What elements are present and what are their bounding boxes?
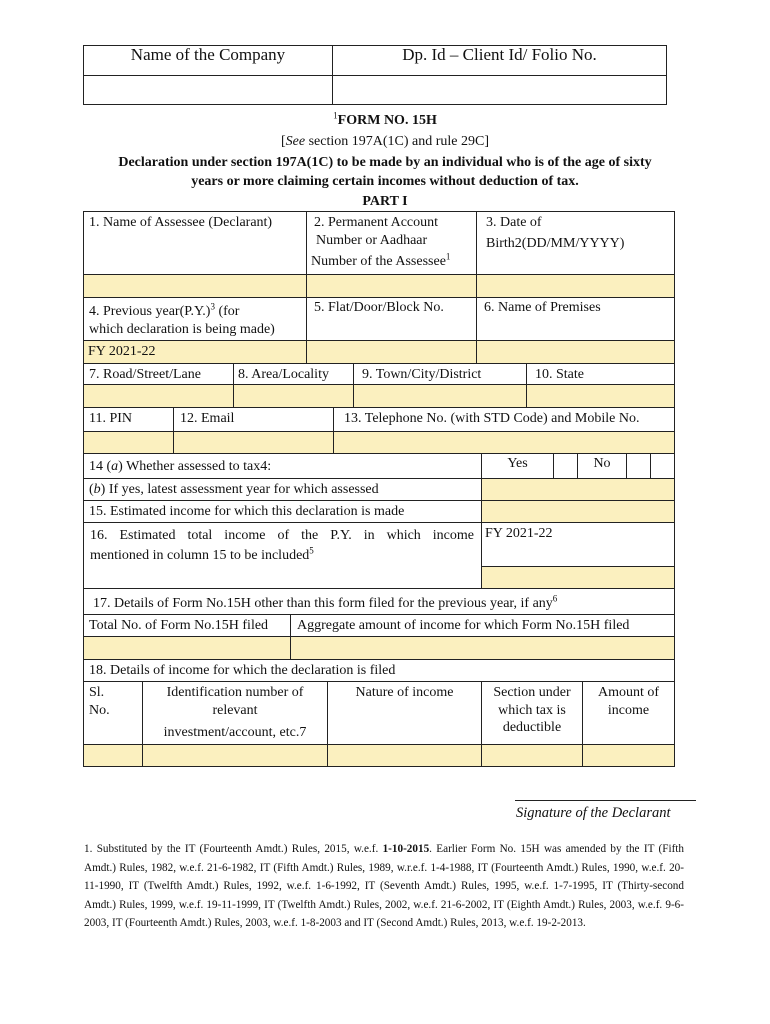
amount-input[interactable] bbox=[582, 744, 675, 767]
field-4-label-line1: 4. Previous $year(P.Y.)^3$ (for bbox=[89, 301, 240, 319]
col-sl-line1: Sl. bbox=[89, 685, 105, 700]
field-1-label: 1. Name of Assessee (Declarant) bbox=[89, 215, 273, 230]
area-input[interactable] bbox=[233, 384, 354, 408]
road-input[interactable] bbox=[83, 384, 234, 408]
field-5-label: 5. Flat/Door/Block No. bbox=[314, 300, 444, 315]
col-sl-line2: No. bbox=[89, 703, 110, 718]
total-forms-input[interactable] bbox=[83, 636, 291, 660]
signature-line bbox=[515, 800, 696, 801]
section-input[interactable] bbox=[481, 744, 583, 767]
no-label: No bbox=[593, 456, 611, 471]
company-name-label: Name of the Company bbox=[130, 45, 286, 64]
field-14a-label: 14 (a) Whether assessed to tax4: bbox=[89, 459, 272, 474]
total-income-input[interactable] bbox=[481, 566, 675, 589]
field-7-label: 7. Road/Street/Lane bbox=[89, 367, 201, 382]
state-input[interactable] bbox=[526, 384, 675, 408]
nature-of-income-input[interactable] bbox=[327, 744, 482, 767]
dob-input[interactable] bbox=[476, 274, 675, 298]
form-reference: [See section 197A(1C) and rule 29C] bbox=[280, 134, 490, 149]
field-12-label: 12. Email bbox=[180, 411, 235, 426]
field-11-label: 11. PIN bbox=[89, 411, 133, 426]
yes-checkbox[interactable] bbox=[553, 453, 578, 479]
footnote: 1. Substituted by the IT (Fourteenth Amdt.) Rules, 2015, w.e.f. 1-10-2015. Earlier Form No. 15H was amended by the IT (Fifth Amdt.) Rules, 1982, w.e.f. 21-6-1982, IT (Fifth Amdt.) Rules, 1989, w.r.e.f. 1-4-1988, IT (Fourteenth Amdt.) Rules, 1990, w.e.f. 20-11-1990, IT (Twelfth Amdt.) Rules, 1992, w.e.f. 1-6-1992, IT (Seventh Amdt.) Rules, 1995, w.e.f. 1-7-1995, IT (Thirty-second Amdt.) Rules, 1999, w.e.f. 19-11-1999, IT (Twelfth Amdt.) Rules, 2002, w.e.f. 21-6-2002, IT (Eighth Amdt.) Rules, 2003, w.e.f. 9-6-2003, IT (Fourteenth Amdt.) Rules, 2003, w.e.f. 1-8-2003 and IT (Second Amdt.) Rules, 2013, w.e.f. 19-2-2013. bbox=[84, 843, 684, 929]
col-section-line1: Section under bbox=[493, 685, 571, 700]
estimated-income-input[interactable] bbox=[481, 500, 675, 523]
pin-input[interactable] bbox=[83, 431, 174, 454]
col-id-line2: relevant bbox=[212, 703, 258, 718]
flat-no-input[interactable] bbox=[306, 340, 477, 364]
company-name-input[interactable] bbox=[83, 75, 333, 105]
field-6-label: 6. Name of Premises bbox=[484, 300, 601, 315]
field-16-label-line1: 16. Estimated total income of the P.Y. in which income bbox=[90, 528, 474, 543]
field-10-label: 10. State bbox=[535, 367, 584, 382]
aggregate-amount-input[interactable] bbox=[290, 636, 675, 660]
field-2-label-line1: 2. Permanent Account bbox=[314, 215, 439, 230]
town-input[interactable] bbox=[353, 384, 527, 408]
sl-no-input[interactable] bbox=[83, 744, 143, 767]
dpid-label: Dp. Id – Client Id/ Folio No. bbox=[402, 45, 597, 64]
field-3-label-line1: 3. Date of bbox=[486, 215, 542, 230]
signature-label: Signature of the Declarant bbox=[516, 805, 671, 821]
col-id-line1: Identification number of bbox=[166, 685, 304, 700]
aggregate-amount-label: Aggregate amount of income for which Form No.15H filed bbox=[297, 618, 630, 633]
field-2-label-line2: Number or Aadhaar bbox=[316, 233, 428, 248]
col-amount-line1: Amount of bbox=[597, 685, 660, 700]
declaration-line-1: Declaration under section 197A(1C) to be made by an individual who is of the age of sixty bbox=[118, 155, 652, 170]
field-16-label-line2: mentioned in column 15 to be included$^5$ bbox=[90, 545, 314, 563]
telephone-input[interactable] bbox=[333, 431, 675, 454]
field-14b-label: (b) If yes, latest assessment year for which assessed bbox=[89, 482, 379, 497]
col-id-line3: investment/account, etc.7 bbox=[163, 725, 307, 740]
field-18-label: 18. Details of income for which the declaration is filed bbox=[89, 663, 396, 678]
field-13-label: 13. Telephone No. (with STD Code) and Mobile No. bbox=[344, 411, 640, 426]
email-input[interactable] bbox=[173, 431, 334, 454]
col-section-line2: which tax is bbox=[498, 703, 566, 718]
previous-year-value: FY 2021-22 bbox=[88, 344, 156, 359]
field-17-label: 17. Details of Form No.15H other than this form filed for the previous year, if any$^6$ bbox=[93, 593, 558, 611]
spacer-cell bbox=[650, 453, 675, 479]
assessee-name-input[interactable] bbox=[83, 274, 307, 298]
part-heading: PART I bbox=[362, 194, 408, 209]
field-2-label-line3: Number of the Assessee$^1$ bbox=[311, 251, 451, 269]
field-9-label: 9. Town/City/District bbox=[362, 367, 482, 382]
field-8-label: 8. Area/Locality bbox=[238, 367, 329, 382]
total-forms-label: Total No. of Form No.15H filed bbox=[89, 618, 269, 633]
dpid-input[interactable] bbox=[332, 75, 667, 105]
col-section-line3: deductible bbox=[502, 720, 562, 735]
field-3-label-line2: Birth2(DD/MM/YYYY) bbox=[486, 236, 625, 251]
pan-input[interactable] bbox=[306, 274, 477, 298]
form-number: $^1$FORM NO. 15H bbox=[333, 110, 437, 128]
premises-input[interactable] bbox=[476, 340, 675, 364]
total-income-year-value: FY 2021-22 bbox=[485, 526, 553, 541]
col-nature-label: Nature of income bbox=[355, 685, 454, 700]
identification-number-input[interactable] bbox=[142, 744, 328, 767]
col-amount-line2: income bbox=[607, 703, 650, 718]
assessment-year-input[interactable] bbox=[481, 478, 675, 501]
no-checkbox[interactable] bbox=[626, 453, 651, 479]
yes-label: Yes bbox=[507, 456, 528, 471]
declaration-line-2: years or more claiming certain incomes without deduction of tax. bbox=[191, 174, 579, 189]
field-4-label-line2: which declaration is being made) bbox=[89, 322, 275, 337]
field-15-label: 15. Estimated income for which this declaration is made bbox=[89, 504, 405, 519]
